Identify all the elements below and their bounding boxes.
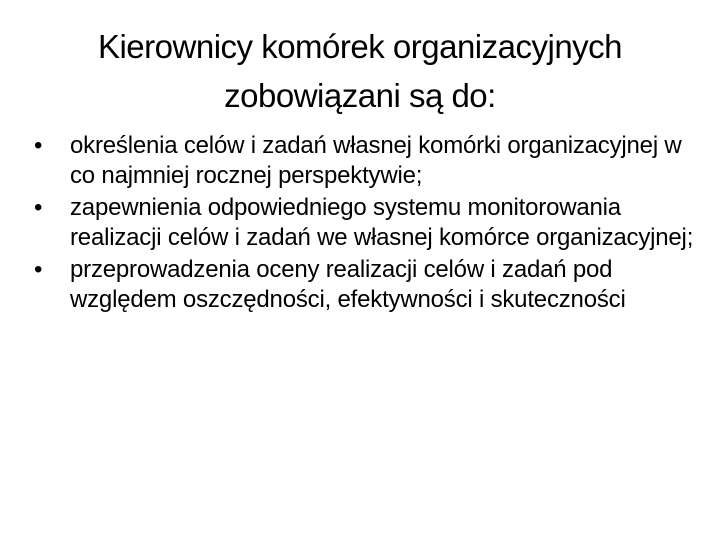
bullet-text: przeprowadzenia oceny realizacji celów i zadań pod względem oszczędności, efektywności i skuteczności [70,256,626,313]
bullet-item [34,193,694,253]
slide-title [20,22,700,120]
bullet-icon: • [34,194,43,221]
bullet-list [34,131,694,317]
bullet-item [34,255,694,315]
slide-title-line-2: zobowiązani są do: [224,77,496,114]
bullet-text: określenia celów i zadań własnej komórki organizacyjnej w co najmniej rocznej perspektywie; [70,132,682,189]
bullet-text: zapewnienia odpowiedniego systemu monitorowania realizacji celów i zadań we własnej komórce organizacyjnej; [70,194,694,251]
bullet-item [34,131,694,191]
bullet-icon: • [34,256,43,283]
bullet-icon: • [34,132,43,159]
slide-title-line-1: Kierownicy komórek organizacyjnych [97,28,623,65]
